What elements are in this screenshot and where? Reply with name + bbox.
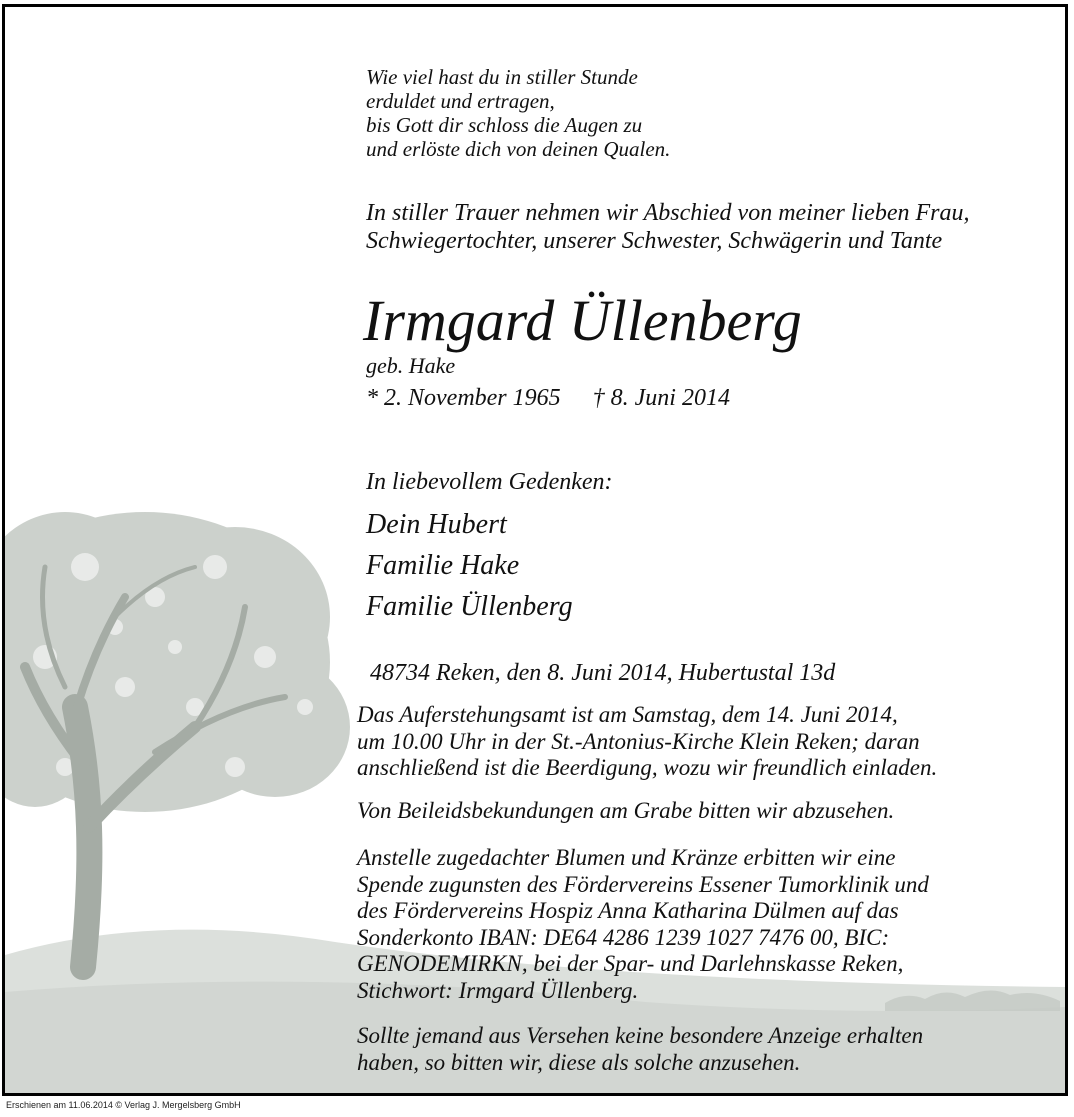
poem-line: bis Gott dir schloss die Augen zu — [366, 113, 643, 137]
paragraph-line: GENODEMIRKN, bei der Spar- und Darlehnskasse Reken, — [357, 951, 904, 976]
paragraph-line: Das Auferstehungsamt ist am Samstag, dem 14. Juni 2014, — [357, 702, 898, 727]
paragraph-line: um 10.00 Uhr in der St.-Antonius-Kirche Klein Reken; daran — [357, 728, 920, 754]
paragraph-line: Anstelle zugedachter Blumen und Kränze erbitten wir eine — [357, 845, 896, 870]
notice-paragraph — [357, 1023, 923, 1076]
mourner-name: Familie Üllenberg — [366, 591, 573, 622]
poem-line: Wie viel hast du in stiller Stunde — [366, 65, 638, 89]
service-paragraph — [357, 702, 937, 782]
poem — [366, 65, 670, 161]
publication-footer: Erschienen am 11.06.2014 © Verlag J. Mergelsberg GmbH — [6, 1100, 241, 1110]
mourners-heading: In liebevollem Gedenken: — [366, 469, 613, 495]
donation-paragraph — [357, 845, 929, 1004]
paragraph-line: Sonderkonto IBAN: DE64 4286 1239 1027 7476 00, BIC: — [357, 924, 890, 950]
intro-text — [366, 199, 969, 255]
mourner-name: Familie Hake — [366, 550, 520, 581]
mourners-list — [366, 504, 573, 627]
poem-line: und erlöste dich von deinen Qualen. — [366, 137, 671, 161]
poem-line: erduldet und ertragen, — [366, 89, 555, 113]
obituary-frame — [2, 4, 1068, 1096]
paragraph-line: des Fördervereins Hospiz Anna Katharina Dülmen auf das — [357, 898, 899, 923]
birth-date: * 2. November 1965 — [366, 385, 561, 411]
paragraph-line: haben, so bitten wir, diese als solche anzusehen. — [357, 1049, 801, 1075]
birth-name: geb. Hake — [366, 353, 456, 378]
life-dates — [366, 383, 730, 413]
deceased-name: Irmgard Üllenberg — [363, 288, 802, 353]
condolence-paragraph — [357, 798, 894, 825]
intro-line: Schwiegertochter, unserer Schwester, Schwägerin und Tante — [366, 228, 943, 254]
paragraph-line: Spende zugunsten des Fördervereins Essener Tumorklinik und — [357, 871, 929, 897]
paragraph-line: Stichwort: Irmgard Üllenberg. — [357, 977, 639, 1003]
paragraph-line: Sollte jemand aus Versehen keine besondere Anzeige erhalten — [357, 1023, 924, 1048]
death-date: † 8. Juni 2014 — [592, 385, 730, 411]
address-line: 48734 Reken, den 8. Juni 2014, Hubertustal 13d — [370, 660, 836, 686]
paragraph-line: anschließend ist die Beerdigung, wozu wir freundlich einladen. — [357, 755, 938, 780]
paragraph-line: Von Beileidsbekundungen am Grabe bitten wir abzusehen. — [357, 798, 895, 823]
intro-line: In stiller Trauer nehmen wir Abschied von meiner lieben Frau, — [366, 200, 970, 226]
mourner-name: Dein Hubert — [366, 509, 507, 540]
